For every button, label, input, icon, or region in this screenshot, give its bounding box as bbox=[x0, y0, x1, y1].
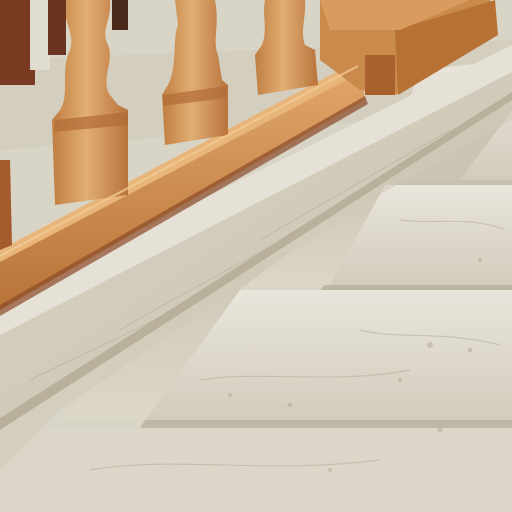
middle-riser bbox=[320, 285, 512, 290]
bottom-tread bbox=[0, 428, 512, 512]
lower-riser bbox=[140, 420, 512, 428]
baluster-left-edge bbox=[0, 160, 12, 250]
newel-knob bbox=[365, 55, 395, 95]
